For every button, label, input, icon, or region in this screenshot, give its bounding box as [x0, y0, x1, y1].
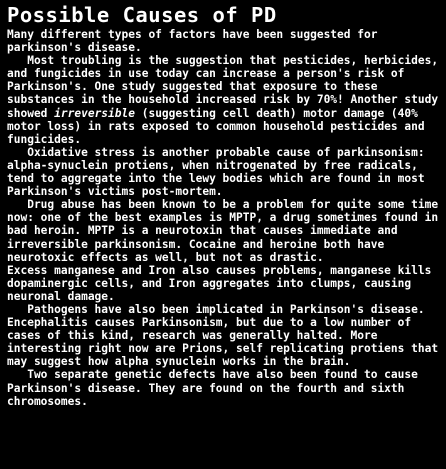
page-title: Possible Causes of PD: [7, 3, 277, 27]
pesticides-emphasis: irreversible: [54, 106, 135, 120]
drug-abuse-paragraph: Drug abuse has been known to be a problem for quite some time now: one of the best examples is MPTP, a drug sometimes found in bad heroin. MPTP is a neurotoxin that causes immediate and irreversible parkinsonism. Cocaine and heroine both have neurotoxic effects as well, but not as drastic.: [7, 198, 439, 264]
pathogens-paragraph: Pathogens have also been implicated in Parkinson's disease. Encephalitis causes Parkinsonism, but due to a low number of cases of this kind, research was generally halted. More interesting right now are Prions, self replicating protiens that may suggest how alpha synuclein works in the brain.: [7, 302, 439, 369]
oxidative-stress-paragraph: Oxidative stress is another probable cause of parkinsonism: alpha-synuclein protiens, when nitrogenated by free radicals, tend to aggregate into the lewy bodies which are found in most Parkinson's victims post-mortem.: [7, 145, 425, 199]
pesticides-text-end: (suggesting cell death) motor damage (40% motor loss) in rats exposed to common household pesticides and fungicides.: [7, 106, 425, 146]
article-body: [7, 28, 443, 408]
intro-paragraph: Many different types of factors have been suggested for parkinson's disease.: [7, 28, 378, 55]
pesticides-paragraph: [7, 54, 443, 146]
metals-paragraph: Excess manganese and Iron also causes problems, manganese kills dopaminergic cells, and Iron aggregates into clumps, causing neuronal damage.: [7, 263, 432, 303]
genetic-paragraph: Two separate genetic defects have also been found to cause Parkinson's disease. They are found on the fourth and sixth chromosomes.: [7, 368, 418, 408]
pesticides-text-start: Most troubling is the suggestion that pesticides, herbicides, and fungicides in use today can increase a person's risk of Parkinson's. One study suggested that exposure to these substances in the household increased risk by 70%! Another study showed: [7, 54, 439, 120]
